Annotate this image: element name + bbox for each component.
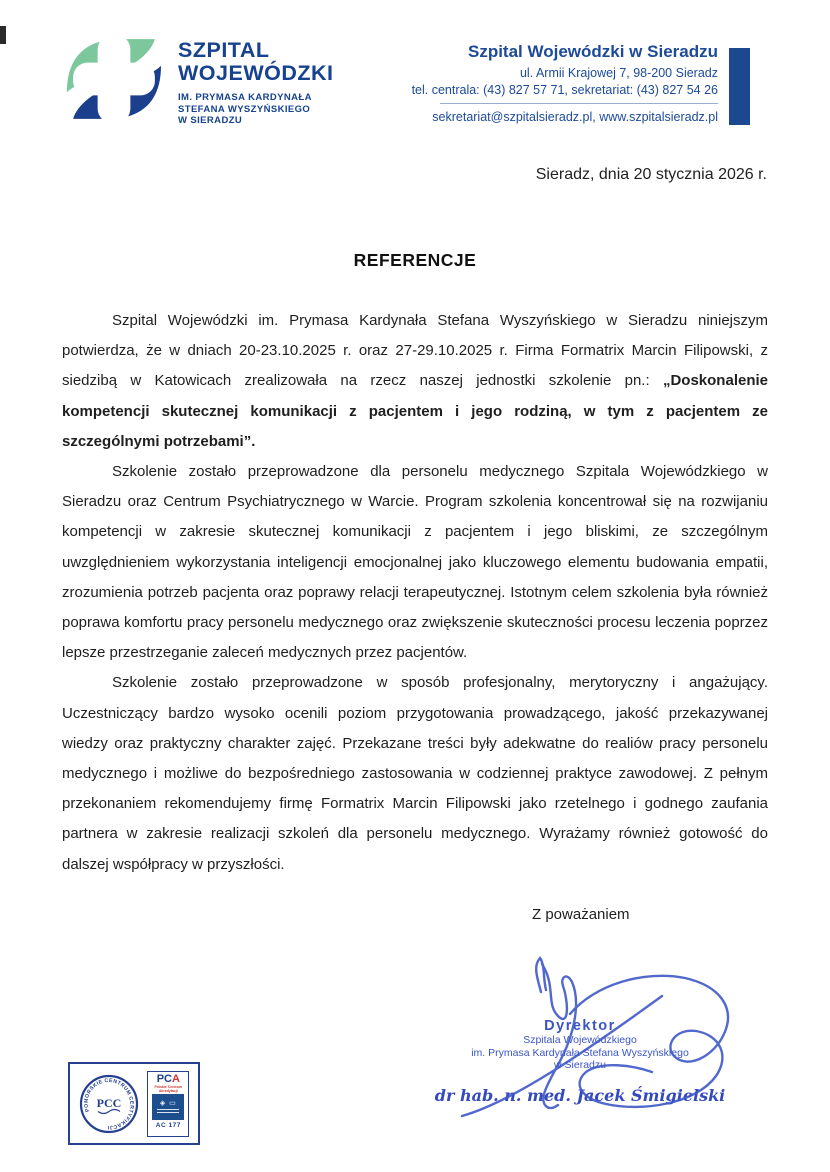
pca-symbols: ◈ ▭ (159, 1100, 177, 1107)
pcc-arc-text: POMORSKIE CENTRUM CERTYFIKACJI (83, 1077, 135, 1130)
paragraph-1 (62, 306, 768, 457)
hospital-address: ul. Armii Krajowej 7, 98-200 Sieradz (519, 66, 718, 80)
pcc-seal (79, 1074, 139, 1134)
hospital-logo (60, 33, 334, 127)
stamp-org-line1: Szpitala Wojewódzkiego (523, 1034, 637, 1046)
pca-symbol-box (152, 1094, 184, 1120)
logo-subtitle-line2: STEFANA WYSZYŃSKIEGO (178, 103, 311, 115)
pca-accreditation-number: AC 177 (155, 1121, 181, 1129)
pca-label-a: A (171, 1072, 180, 1085)
hospital-name: Szpital Wojewódzki w Sieradzu (467, 42, 718, 61)
hospital-logo-text (178, 33, 334, 127)
certification-box (68, 1062, 200, 1145)
stamp-director-name: dr hab. n. med. Jacek Śmigielski (434, 1085, 726, 1105)
paragraph-2: Szkolenie zostało przeprowadzone dla personelu medycznego Szpitala Wojewódzkiego w Sieradzu oraz Centrum Psychiatrycznego w Warcie. Program szkolenia koncentrował się na rozwijaniu kompetencji w zakresie skutecznej komunikacji z pacjentem i jego bliskimi, ze szczególnym uwzględnieniem wykorzystania inteligencji emocjonalnej jako kluczowego elementu budowania empatii, zrozumienia potrzeb pacjenta oraz poprawy relacji terapeutycznej. Istotnym celem szkolenia była również poprawa komfortu pracy personelu medycznego oraz zwiększenie skuteczności procesu leczenia poprzez lepsze przestrzeganie zaleceń medycznych przez pacjentów. (62, 463, 768, 662)
header-accent-bar (729, 48, 750, 125)
stamp-org-line2: im. Prymasa Kardynała Stefana Wyszyńskiego (471, 1046, 689, 1059)
logo-title-line2: WOJEWÓDZKI (178, 61, 334, 85)
hospital-phones: tel. centrala: (43) 827 57 71, sekretariat: (43) 827 54 26 (411, 82, 718, 97)
pca-label (157, 1074, 180, 1085)
logo-title-line1: SZPITAL (178, 38, 270, 62)
header-divider (440, 103, 718, 104)
paragraph-1-training-title: „Doskonalenie kompetencji skutecznej komunikacji z pacjentem i jego rodziną, w tym z pacjentem ze szczególnymi potrzebami”. (62, 372, 768, 450)
pca-logo (147, 1071, 189, 1137)
letter-body (62, 306, 768, 880)
director-stamp (430, 1018, 730, 1105)
closing-phrase: Z poważaniem (532, 906, 630, 923)
logo-subtitle-line3: W SIERADZU (178, 115, 243, 126)
pca-subtitle: Polskie Centrum Akredytacji (154, 1084, 183, 1093)
hospital-logo-mark (60, 33, 168, 125)
scan-artifact (0, 26, 6, 44)
stamp-org-line3: w Sieradzu (554, 1059, 606, 1071)
pcc-center-text: PCC (96, 1095, 121, 1110)
hospital-email-web: sekretariat@szpitalsieradz.pl, www.szpitalsieradz.pl (432, 110, 718, 124)
letter-date: Sieradz, dnia 20 stycznia 2026 r. (535, 166, 767, 183)
stamp-role: Dyrektor (544, 1018, 616, 1034)
pca-label-pc: PC (156, 1072, 172, 1085)
pca-decorative-line (157, 1109, 179, 1110)
paragraph-3: Szkolenie zostało przeprowadzone w sposób profesjonalny, merytoryczny i angażujący. Uczestniczący bardzo wysoko ocenili poziom przygotowania prowadzącego, jakość przekazywanej wiedzy oraz praktyczny charakter zajęć. Przekazane treści były adekwatne do realiów pracy personelu medycznego i możliwe do bezpośredniego zastosowania w codziennej praktyce zawodowej. Z pełnym przekonaniem rekomendujemy firmę Formatrix Marcin Filipowski jako rzetelnego i godnego zaufania partnera w zakresie realizacji szkoleń dla personelu medycznego. Wyrażamy również gotowość do dalszej współpracy w przyszłości. (62, 674, 768, 873)
pca-decorative-line (157, 1112, 179, 1113)
letter-title: REFERENCJE (353, 250, 477, 270)
logo-subtitle-line1: IM. PRYMASA KARDYNAŁA (178, 92, 312, 103)
paragraph-1-text: Szpital Wojewódzki im. Prymasa Kardynała Stefana Wyszyńskiego w Sieradzu niniejszym potwierdza, że w dniach 20-23.10.2025 r. oraz 27-29.10.2025 r. Firma Formatrix Marcin Filipowski, z siedzibą w Katowicach zrealizowała na rzecz naszej jednostki szkolenie pn.: (62, 312, 768, 390)
header-contact-block (412, 42, 718, 126)
